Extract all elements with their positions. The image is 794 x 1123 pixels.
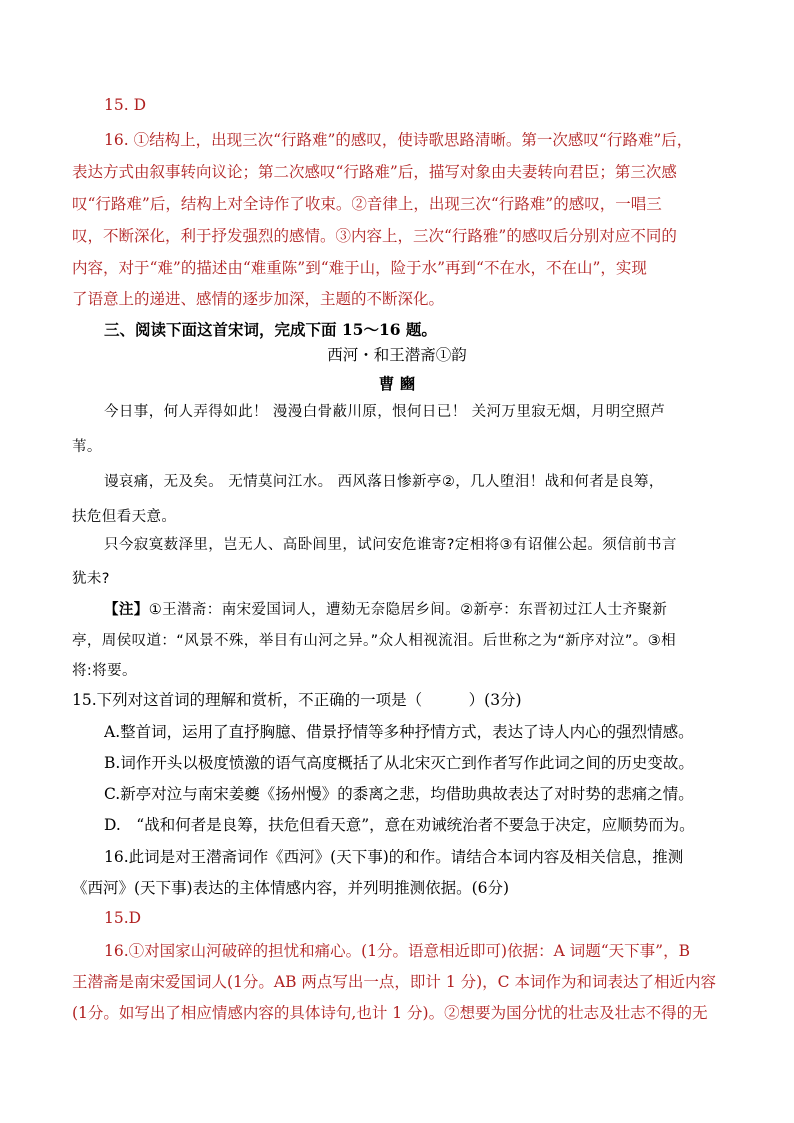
answer-16-line-2: 表达方式由叙事转向议论；第二次感叹“行路难”后，描写对象由夫妻转向君臣；第三次感 xyxy=(72,163,677,181)
poem-title: 西河・和王潜斋①韵 xyxy=(327,346,467,364)
poem-line-6: 犹未? xyxy=(72,571,110,587)
note-line-3: 将:将要。 xyxy=(72,663,137,679)
question-15-stem: 15.下列对这首词的理解和赏析，不正确的一项是（ ）(3分) xyxy=(72,691,522,709)
answer-16-line-4: 叹，不断深化，利于抒发强烈的感情。③内容上，三次“行路雅”的感叹后分别对应不同的 xyxy=(72,227,677,245)
poem-line-5: 只今寂寞薮泽里，岂无人、高卧闾里，试问安危谁寄?定相将③有诏催公起。须信前书言 xyxy=(104,537,677,553)
question-15-option-d: D. “战和何者是良筹，扶危但看天意”，意在劝诫统治者不要急于决定，应顺势而为。 xyxy=(104,816,695,834)
answer-16-line-1: 16. ①结构上，出现三次“行路难”的感叹，使诗歌思路清晰。第一次感叹“行路难”后， xyxy=(104,131,693,149)
answer-16-line-3: 叹“行路难”后，结构上对全诗作了收束。②音律上，出现三次“行路难”的感叹，一唱三 xyxy=(72,195,662,213)
poem-line-2: 苇。 xyxy=(72,439,102,455)
note-tag: 【注】 xyxy=(104,602,149,618)
poem-line-1: 今日事，何人弄得如此！ 漫漫白骨蔽川原，恨何日已！ 关河万里寂无烟，月明空照芦 xyxy=(104,404,666,420)
answer-16-line-6: 了语意上的递进、感情的逐步加深，主题的不断深化。 xyxy=(72,290,445,308)
note-line-1 xyxy=(104,595,724,626)
question-15-option-b: B.词作开头以极度愤激的语气高度概括了从北宋灭亡到作者写作此词之间的历史变故。 xyxy=(104,754,694,772)
poem-line-3: 谩哀痛，无及矣。 无情莫问江水。 西风落日惨新亭②，几人堕泪！战和何者是良筹， xyxy=(104,474,664,490)
question-16-stem-line-1: 16.此词是对王潜斋词作《西河》(天下事)的和作。请结合本词内容及相关信息，推测 xyxy=(104,848,684,866)
section-heading: 三、阅读下面这首宋词，完成下面 15～16 题。 xyxy=(104,320,437,339)
answer-16-line-5: 内容，对于“难”的描述由“难重陈”到“难于山，险于水”再到“不在水，不在山”，实现 xyxy=(72,259,647,277)
answer-16b-line-2: 王潜斋是南宋爱国词人(1分。AB 两点写出一点，即计 1 分)，C 本词作为和词表达了相近内容 xyxy=(72,973,716,991)
answer-16b-line-1: 16.①对国家山河破碎的担忧和痛心。(1分。语意相近即可)依据：A 词题“天下事”，B xyxy=(104,942,690,960)
answer-15-second: 15.D xyxy=(104,909,142,927)
answer-15-first: 15. D xyxy=(104,96,147,114)
poem-author: 曹 豳 xyxy=(378,374,416,393)
note-line-2: 亭，周侯叹道：“风景不殊，举目有山河之异。”众人相视流泪。后世称之为“新序对泣”。③相 xyxy=(72,633,676,649)
note-text-1: ①王潜斋：南宋爱国词人，遭劾无奈隐居乡间。②新亭：东晋初过江人士齐聚新 xyxy=(148,602,668,618)
answer-16b-line-3: (1分。如写出了相应情感内容的具体诗句,也计 1 分)。②想要为国分忧的壮志及壮志不得的无 xyxy=(72,1004,708,1022)
poem-line-4: 扶危但看天意。 xyxy=(72,509,177,525)
question-15-option-c: C.新亭对泣与南宋姜夔《扬州慢》的黍离之悲，均借助典故表达了对时势的悲痛之情。 xyxy=(104,785,694,803)
question-16-stem-line-2: 《西河》(天下事)表达的主体情感内容，并列明推测依据。(6分) xyxy=(72,879,510,897)
question-15-option-a: A.整首词，运用了直抒胸臆、借景抒情等多种抒情方式，表达了诗人内心的强烈情感。 xyxy=(104,723,694,741)
